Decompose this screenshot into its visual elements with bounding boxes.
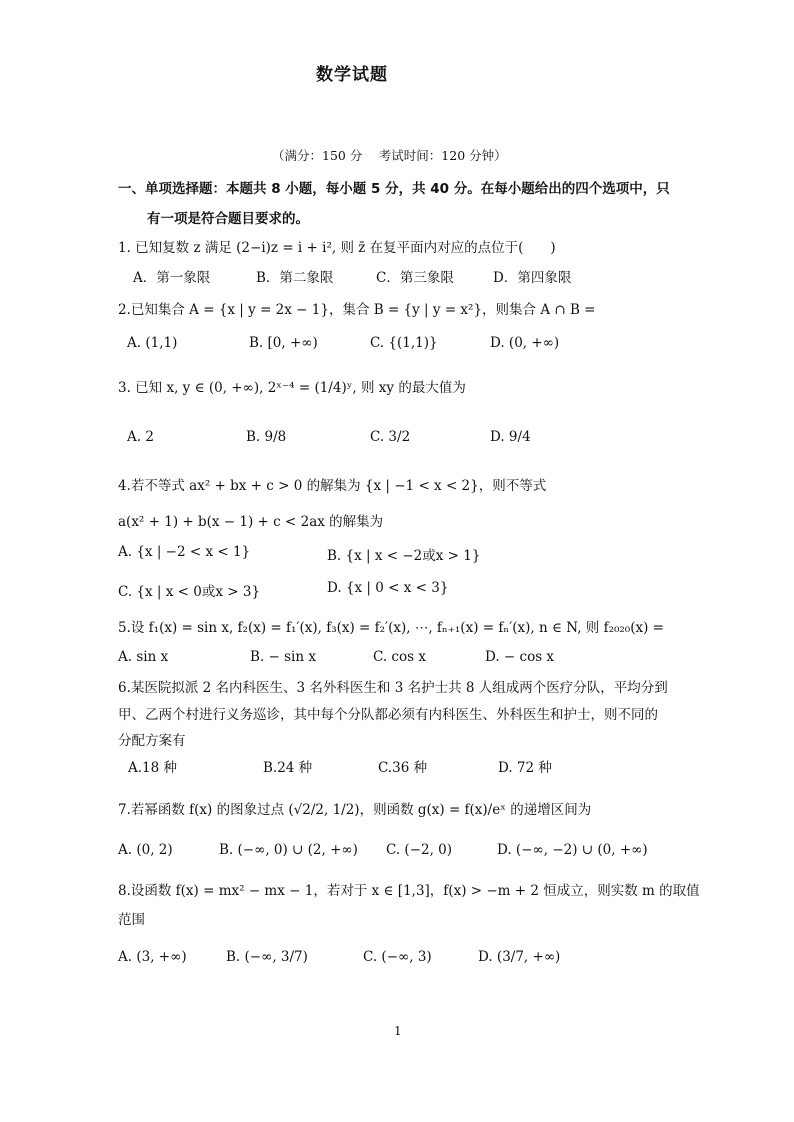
- q6-option-b: B.24 种: [263, 760, 313, 776]
- q8-option-c: C. (−∞, 3): [363, 949, 432, 965]
- q4-option-d: D. {x | 0 < x < 3}: [327, 580, 449, 596]
- question-8-cont: 范围: [118, 912, 145, 928]
- q3-option-a: A. 2: [127, 429, 154, 445]
- q4-option-c: C. {x | x < 0或x > 3}: [118, 584, 261, 600]
- q5-option-d: D. − cos x: [485, 649, 555, 665]
- q5-option-c: C. cos x: [373, 649, 426, 665]
- q5-option-b: B. − sin x: [250, 649, 316, 665]
- q8-option-a: A. (3, +∞): [118, 949, 187, 965]
- q6-option-d: D. 72 种: [498, 760, 552, 776]
- question-8: 8.设函数 f(x) = mx² − mx − 1，若对于 x ∈ [1,3]，f(x) > −m + 2 恒成立，则实数 m 的取值: [118, 883, 700, 899]
- q2-option-d: D. (0, +∞): [490, 335, 560, 351]
- question-2: 2.已知集合 A = {x | y = 2x − 1}，集合 B = {y | y = x²}，则集合 A ∩ B =: [118, 302, 596, 318]
- question-7: 7.若幂函数 f(x) 的图象过点 (√2/2, 1/2)，则函数 g(x) = f(x)/eˣ 的递增区间为: [118, 802, 592, 818]
- q3-option-b: B. 9/8: [246, 429, 287, 445]
- q2-option-c: C. {(1,1)}: [370, 335, 438, 351]
- page-number: 1: [394, 1024, 402, 1038]
- q1-option-b: B．第二象限: [256, 270, 334, 286]
- section-heading: 一、单项选择题：本题共 8 小题，每小题 5 分，共 40 分。在每小题给出的四个选项中，只: [118, 181, 670, 197]
- page-title: 数学试题: [316, 65, 388, 85]
- q1-option-d: D．第四象限: [493, 270, 572, 286]
- question-3: 3. 已知 x, y ∈ (0, +∞), 2ˣ⁻⁴ = (1/4)ʸ, 则 xy 的最大值为: [118, 380, 466, 396]
- q8-option-b: B. (−∞, 3/7): [226, 949, 308, 965]
- q3-option-c: C. 3/2: [370, 429, 411, 445]
- q6-option-c: C.36 种: [378, 760, 428, 776]
- question-6-cont1: 甲、乙两个村进行义务巡诊，其中每个分队都必须有内科医生、外科医生和护士，则不同的: [118, 707, 658, 723]
- section-heading-cont: 有一项是符合题目要求的。: [147, 211, 309, 227]
- question-5: 5.设 f₁(x) = sin x, f₂(x) = f₁′(x), f₃(x) = f₂′(x), ⋯, fₙ₊₁(x) = fₙ′(x), n ∈ N, 则 f₂₀₂₀(x) =: [118, 620, 664, 636]
- question-6-cont2: 分配方案有: [118, 733, 186, 749]
- q8-option-d: D. (3/7, +∞): [478, 949, 561, 965]
- q3-option-d: D. 9/4: [490, 429, 531, 445]
- question-4: 4.若不等式 ax² + bx + c > 0 的解集为 {x | −1 < x < 2}，则不等式: [118, 478, 547, 494]
- q7-option-d: D. (−∞, −2) ∪ (0, +∞): [497, 842, 648, 858]
- q1-option-c: C．第三象限: [376, 270, 454, 286]
- q2-option-a: A. (1,1): [127, 335, 178, 351]
- q2-option-b: B. [0, +∞): [249, 335, 318, 351]
- q6-option-a: A.18 种: [128, 760, 178, 776]
- exam-info: （满分：150 分 考试时间：120 分钟）: [272, 148, 507, 163]
- q1-option-a: A．第一象限: [133, 270, 211, 286]
- q4-option-b: B. {x | x < −2或x > 1}: [327, 548, 481, 564]
- question-6: 6.某医院拟派 2 名内科医生、3 名外科医生和 3 名护士共 8 人组成两个医疗分队，平均分到: [118, 680, 668, 696]
- q5-option-a: A. sin x: [118, 649, 169, 665]
- q7-option-b: B. (−∞, 0) ∪ (2, +∞): [219, 842, 358, 858]
- q4-option-a: A. {x | −2 < x < 1}: [118, 544, 251, 560]
- q7-option-c: C. (−2, 0): [386, 842, 453, 858]
- question-1: 1. 已知复数 z 满足 (2−i)z = i + i², 则 z̄ 在复平面内对应的点位于( ): [118, 240, 556, 256]
- q7-option-a: A. (0, 2): [118, 842, 173, 858]
- question-4-cont: a(x² + 1) + b(x − 1) + c < 2ax 的解集为: [118, 514, 384, 530]
